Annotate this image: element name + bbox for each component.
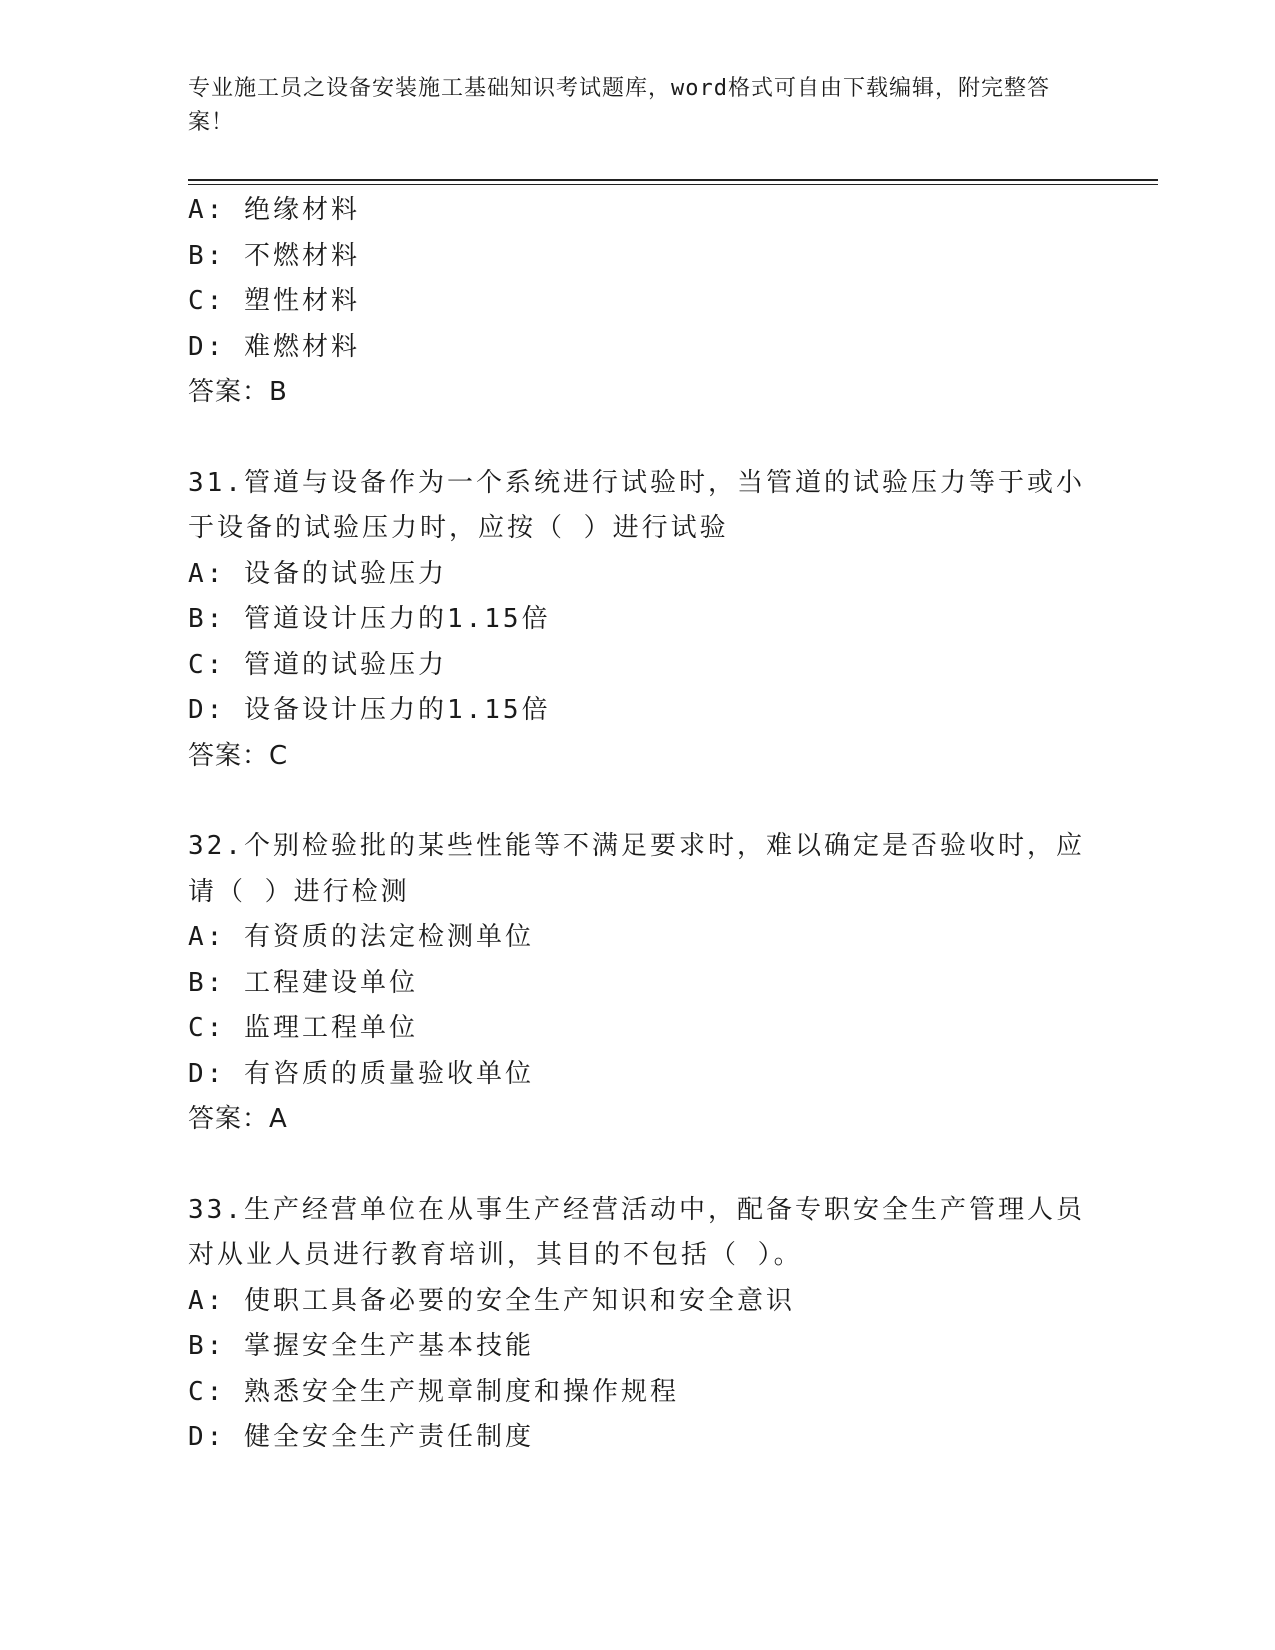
- page-header: [188, 72, 1068, 140]
- option-b: B: 工程建设单位: [188, 967, 418, 998]
- option-a: A: 设备的试验压力: [188, 558, 447, 589]
- option-c: C: 熟悉安全生产规章制度和操作规程: [188, 1376, 679, 1407]
- spacer: [188, 779, 1088, 824]
- header-rule-thick: [188, 179, 1158, 181]
- option-d: D: 难燃材料: [188, 331, 360, 362]
- header-rule-thin: [188, 184, 1158, 185]
- question-stem-line: 33.生产经营单位在从事生产经营活动中，配备专职安全生产管理人员: [188, 1194, 1085, 1225]
- document-title: 专业施工员之设备安装施工基础知识考试题库，word格式可自由下载编辑，附完整答案！: [188, 76, 1050, 135]
- option-d: D: 健全安全生产责任制度: [188, 1422, 534, 1452]
- answer-line: 答案：C: [188, 740, 289, 771]
- question-list: [188, 188, 1088, 1461]
- option-a: A: 绝缘材料: [188, 195, 360, 225]
- option-c: C: 塑性材料: [188, 286, 360, 316]
- question-stem-line: 请（ ）进行检测: [188, 876, 410, 907]
- option-d: D: 有咨质的质量验收单位: [188, 1058, 534, 1089]
- option-b: B: 管道设计压力的1.15倍: [188, 604, 551, 634]
- option-c: C: 监理工程单位: [188, 1013, 418, 1043]
- answer-line: 答案：A: [188, 1104, 288, 1134]
- option-a: A: 使职工具备必要的安全生产知识和安全意识: [188, 1285, 795, 1316]
- option-b: B: 不燃材料: [188, 240, 360, 271]
- spacer: [188, 416, 1088, 461]
- option-b: B: 掌握安全生产基本技能: [188, 1331, 534, 1361]
- question-block-31: [188, 461, 1088, 780]
- option-c: C: 管道的试验压力: [188, 649, 447, 680]
- question-stem-line: 32.个别检验批的某些性能等不满足要求时，难以确定是否验收时，应: [188, 831, 1085, 861]
- option-a: A: 有资质的法定检测单位: [188, 922, 534, 952]
- question-block-33: [188, 1188, 1088, 1461]
- answer-line: 答案：B: [188, 377, 288, 407]
- question-stem-line: 于设备的试验压力时，应按（ ）进行试验: [188, 513, 729, 543]
- question-stem-line: 对从业人员进行教育培训，其目的不包括（ ）。: [188, 1240, 803, 1270]
- spacer: [188, 1143, 1088, 1188]
- question-block-1: [188, 188, 1088, 416]
- question-stem-line: 31.管道与设备作为一个系统进行试验时，当管道的试验压力等于或小: [188, 467, 1085, 498]
- option-d: D: 设备设计压力的1.15倍: [188, 695, 551, 725]
- question-block-32: [188, 824, 1088, 1143]
